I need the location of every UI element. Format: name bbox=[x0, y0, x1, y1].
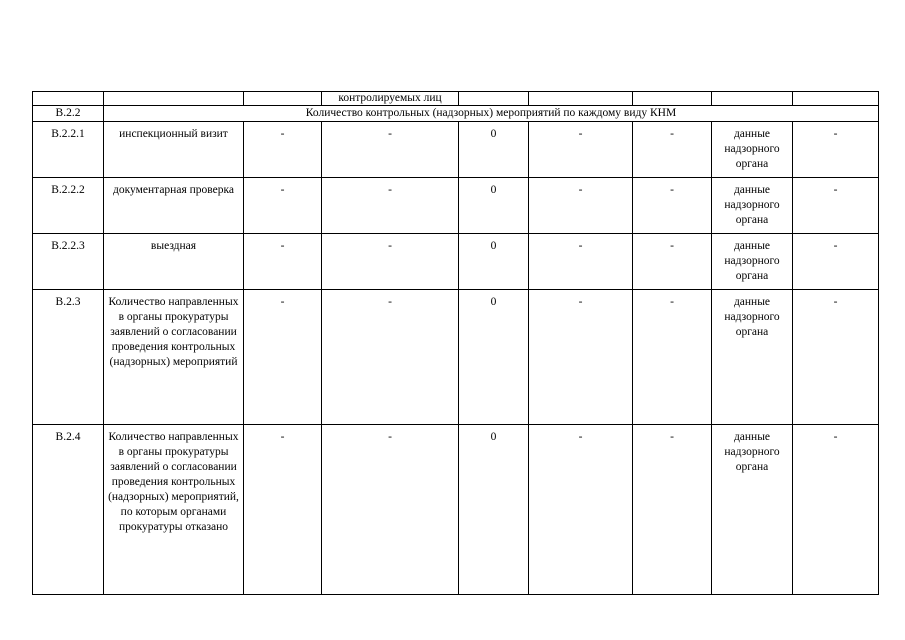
value-cell: - bbox=[244, 178, 322, 234]
value-cell: 0 bbox=[459, 122, 529, 178]
row-name: инспекционный визит bbox=[104, 122, 244, 178]
section-code: B.2.2 bbox=[33, 106, 104, 122]
value-cell: - bbox=[633, 122, 712, 178]
value-cell: - bbox=[529, 290, 633, 425]
row-code: B.2.4 bbox=[33, 425, 104, 595]
value-cell: - bbox=[529, 234, 633, 290]
value-cell: - bbox=[244, 122, 322, 178]
value-cell: - bbox=[244, 425, 322, 595]
value-cell: - bbox=[244, 234, 322, 290]
source-cell: данные надзорного органа bbox=[712, 290, 793, 425]
source-cell: данные надзорного органа bbox=[712, 234, 793, 290]
source-cell: данные надзорного органа bbox=[712, 178, 793, 234]
cell bbox=[793, 92, 879, 106]
value-cell: - bbox=[529, 425, 633, 595]
cell bbox=[529, 92, 633, 106]
value-cell: - bbox=[793, 234, 879, 290]
value-cell: - bbox=[633, 425, 712, 595]
row-name: выездная bbox=[104, 234, 244, 290]
value-cell: - bbox=[793, 425, 879, 595]
row-code: B.2.2.2 bbox=[33, 178, 104, 234]
value-cell: 0 bbox=[459, 234, 529, 290]
table-row bbox=[33, 178, 879, 234]
cell bbox=[104, 92, 244, 106]
source-cell: данные надзорного органа bbox=[712, 122, 793, 178]
row-name: Количество направленных в органы прокуратуры заявлений о согласовании проведения контрольных (надзорных) мероприятий, по которым органами прокуратуры отказано bbox=[104, 425, 244, 595]
continuation-text: контролируемых лиц bbox=[322, 92, 459, 106]
section-title: Количество контрольных (надзорных) мероприятий по каждому виду КНМ bbox=[104, 106, 879, 122]
cell bbox=[712, 92, 793, 106]
value-cell: 0 bbox=[459, 290, 529, 425]
value-cell: - bbox=[322, 290, 459, 425]
row-code: B.2.3 bbox=[33, 290, 104, 425]
value-cell: - bbox=[322, 425, 459, 595]
table-row bbox=[33, 122, 879, 178]
row-code: B.2.2.3 bbox=[33, 234, 104, 290]
value-cell: - bbox=[633, 290, 712, 425]
value-cell: - bbox=[322, 178, 459, 234]
value-cell: - bbox=[322, 234, 459, 290]
row-name: Количество направленных в органы прокуратуры заявлений о согласовании проведения контрольных (надзорных) мероприятий bbox=[104, 290, 244, 425]
table-row bbox=[33, 290, 879, 425]
value-cell: - bbox=[244, 290, 322, 425]
row-name: документарная проверка bbox=[104, 178, 244, 234]
table-row bbox=[33, 234, 879, 290]
continuation-row bbox=[33, 92, 879, 106]
cell bbox=[33, 92, 104, 106]
value-cell: 0 bbox=[459, 178, 529, 234]
cell bbox=[244, 92, 322, 106]
value-cell: - bbox=[529, 122, 633, 178]
indicators-table bbox=[32, 91, 879, 595]
cell bbox=[633, 92, 712, 106]
value-cell: - bbox=[793, 290, 879, 425]
table-row bbox=[33, 425, 879, 595]
value-cell: 0 bbox=[459, 425, 529, 595]
source-cell: данные надзорного органа bbox=[712, 425, 793, 595]
value-cell: - bbox=[322, 122, 459, 178]
value-cell: - bbox=[793, 178, 879, 234]
cell bbox=[459, 92, 529, 106]
value-cell: - bbox=[529, 178, 633, 234]
value-cell: - bbox=[633, 234, 712, 290]
section-row bbox=[33, 106, 879, 122]
value-cell: - bbox=[633, 178, 712, 234]
value-cell: - bbox=[793, 122, 879, 178]
row-code: B.2.2.1 bbox=[33, 122, 104, 178]
